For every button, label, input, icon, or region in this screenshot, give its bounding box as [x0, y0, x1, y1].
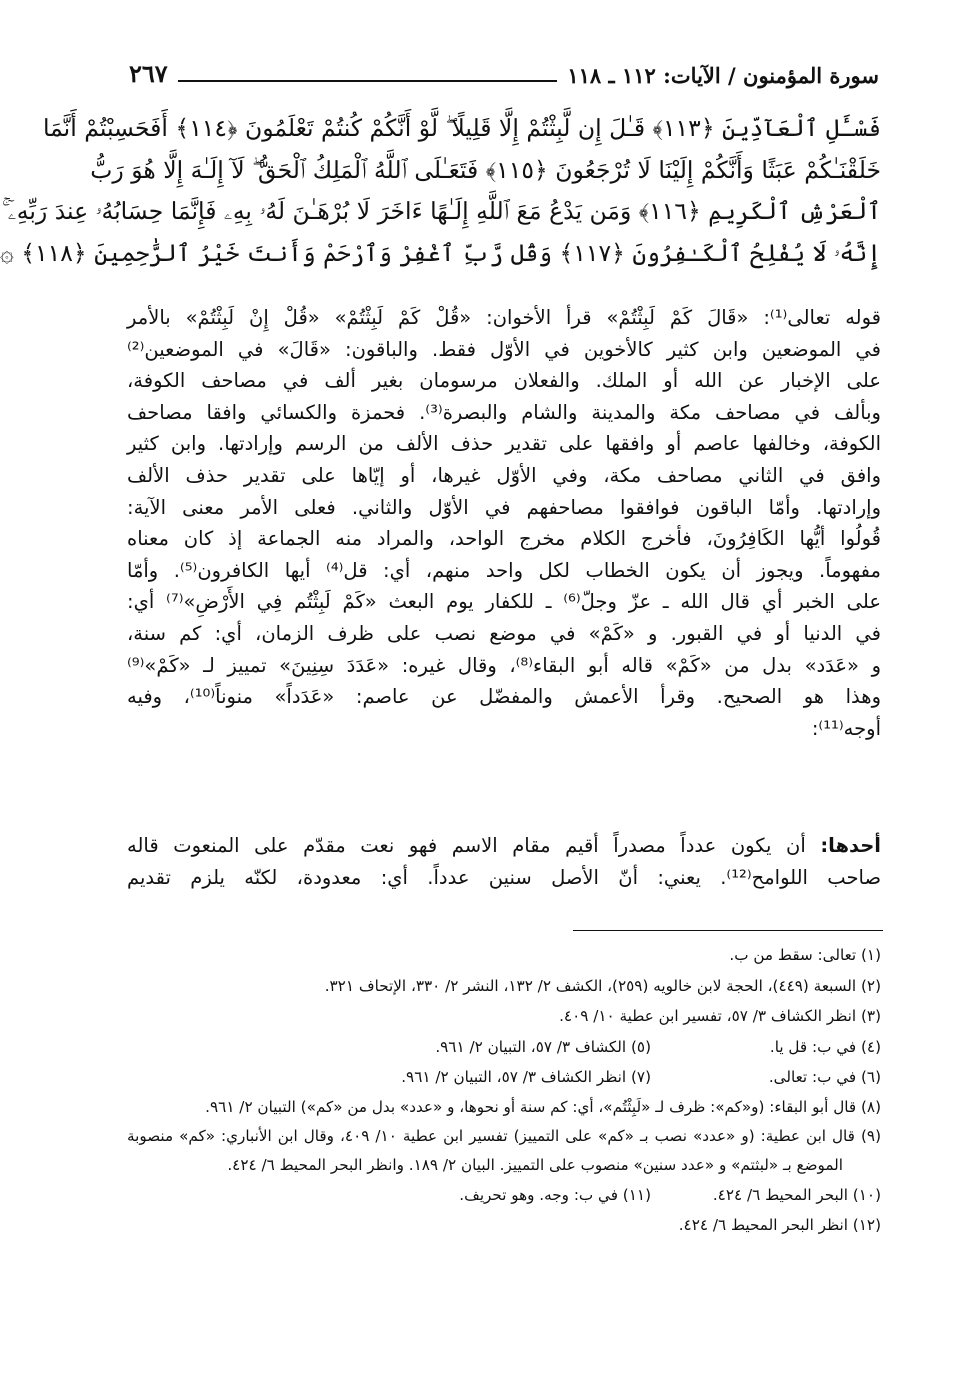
footnote: (٢) السبعة (٤٤٩)، الحجة لابن خالويه (٢٥٩)، الكشف ٢/ ١٣٢، النشر ٢/ ٣٣٠، الإتحاف ٣٢١.	[324, 976, 881, 995]
commentary-line: قُولُوا أيُّها الكَافِرُونَ، فأخرج الكلام مخرج الواحد، والمراد منه الجماعة إذ كان معناه	[127, 527, 881, 551]
commentary-line: قوله تعالى⁽¹⁾: «قَالَ كَمْ لَبِثْتُمْ» قرأ الأخوان: «قُلْ كَمْ لَبِثْتُمْ» «قُلْ إِنْ لَبِثْتُمْ» بالأمر	[127, 306, 881, 329]
header-rule	[178, 80, 558, 82]
commentary-line: مفهوماً. ويجوز أن يكون الخطاب لكل واحد منهم، أي: قل⁽⁴⁾ أيها الكافرون⁽⁵⁾. وأمّا	[127, 558, 881, 582]
footnote: (١١) في ب: وجه. وهو تحريف.	[459, 1185, 651, 1204]
quran-line: خَلَقْنَـٰكُمْ عَبَثًا وَأَنَّكُمْ إِلَيْنَا لَا تُرْجَعُونَ ﴿١١٥﴾ فَتَعَـٰلَى ٱللَّهُ ٱلْمَلِكُ ٱلْحَقُّ ۖ لَآ إِلَـٰهَ إِلَّا هُوَ رَبُّ	[90, 155, 881, 184]
quran-line: إِنَّهُۥ لَا يُفْلِحُ ٱلْكَـٰفِرُونَ ﴿١١٧﴾ وَقُل رَّبِّ ٱغْفِرْ وَٱرْحَمْ وَأَنتَ خَيْرُ ٱلرَّٰحِمِينَ ﴿١١٨﴾ ۞	[0, 238, 881, 267]
footnote: (١٢) انظر البحر المحيط ٦/ ٤٢٤.	[678, 1216, 881, 1234]
footnote: (٩) قال ابن عطية: (و «عدد» نصب بـ «كم» على التمييز) تفسير ابن عطية ١٠/ ٤٠٩، وقال ابن الأنباري: «كم» منصوبة الموضع بـ «لبثتم» و «عدد سنين» منصوب على التمييز. البيان ٢/ ١٨٩. وانظر البحر المحيط ٦/ ٤٢٤.	[127, 1126, 881, 1174]
paragraph-line	[127, 830, 881, 862]
commentary-line: في الدنيا أو في القبور. و «كَمْ» في موضع نصب على ظرف الزمان، أي: كم سنة،	[127, 621, 881, 645]
quran-line: فَسْـَٔلِ ٱلْعَآدِّينَ ﴿١١٣﴾ قَـٰلَ إِن لَّبِثْتُمْ إِلَّا قَلِيلًا ۖ لَّوْ أَنَّكُمْ كُنتُمْ تَعْلَمُونَ ﴿١١٤﴾ أَفَحَسِبْتُمْ أَنَّمَا	[42, 114, 881, 142]
footnote: (٦) في ب: تعالى.	[768, 1068, 881, 1086]
footnote-separator	[573, 930, 883, 931]
aspect-label: أحدها:	[820, 834, 881, 857]
commentary-line: وهذا هو الصحيح. وقرأ الأعمش والمفضّل عن عاصم: «عَدَداً» منوناً⁽¹⁰⁾، وفيه	[127, 685, 881, 709]
footnote: (٤) في ب: قل يا.	[769, 1037, 881, 1056]
commentary-line: وافق في الثاني مصاحف مكة، وفي الأوّل غيرها، أو إيّاها على تقدير حذف الألف	[127, 463, 881, 487]
page-header	[129, 52, 879, 86]
footnote: (١٠) البحر المحيط ٦/ ٤٢٤.	[712, 1185, 881, 1204]
commentary-line: على الخبر أي قال الله ـ عزّ وجلّ⁽⁶⁾ ـ للكفار يوم البعث «كَمْ لَبِثْتُم فِي الأَرْضِ»⁽⁷⁾ أي:	[127, 590, 881, 614]
commentary-line: و «عَدَد» بدل من «كَمْ» قاله أبو البقاء⁽⁸⁾، وقال غيره: «عَدَدَ سِنِينَ» تمييز لـ «كَمْ»⁽⁹⁾	[127, 653, 881, 677]
footnote-pair	[127, 1032, 881, 1063]
running-title: سورة المؤمنون / الآيات: ١١٢ ـ ١١٨	[567, 63, 879, 88]
footnote-pair	[127, 1062, 881, 1093]
footnote: (٣) انظر الكشاف ٣/ ٥٧، تفسير ابن عطية ١٠/ ٤٠٩.	[559, 1007, 881, 1025]
footnotes	[127, 940, 881, 1241]
footnote: (٥) الكشاف ٣/ ٥٧، التبيان ٢/ ٩٦١.	[435, 1037, 651, 1056]
footnote-pair	[127, 1180, 881, 1211]
quran-verses	[0, 108, 881, 274]
commentary-line: وإرادتها. وأمّا الباقون فوافقوا مصاحفهم في الأوّل والثاني. فعلى الأمر معنى الآية:	[127, 495, 881, 519]
footnote: (١) تعالى: سقط من ب.	[729, 946, 881, 964]
commentary-line: الكوفة، وخالفها عاصم أو وافقها على تقدير حذف الألف من الرسم وإرادتها. وابن كثير	[127, 432, 881, 456]
commentary-line: في الموضعين وابن كثير كالأخوين في الأوّل فقط. والباقون: «قَالَ» في الموضعين⁽²⁾	[127, 337, 881, 361]
paragraph-text: أن يكون عدداً مصدراً أقيم مقام الاسم فهو نعت مقدّم على المنعوت قاله	[127, 834, 806, 857]
commentary-line: على الإخبار عن الله أو الملك. والفعلان مرسومان بغير ألف في مصاحف الكوفة،	[127, 369, 881, 393]
first-aspect-paragraph	[127, 830, 881, 893]
paragraph-line: صاحب اللوامح⁽¹²⁾. يعني: أنّ الأصل سنين عدداً. أي: معدودة، لكنّه يلزم تقديم	[127, 865, 882, 889]
footnote: (٧) انظر الكشاف ٣/ ٥٧، التبيان ٢/ ٩٦١.	[401, 1068, 651, 1086]
quran-line: ٱلْعَرْشِ ٱلْكَرِيمِ ﴿١١٦﴾ وَمَن يَدْعُ مَعَ ٱللَّهِ إِلَـٰهًا ءَاخَرَ لَا بُرْهَـٰنَ لَهُۥ بِهِۦ فَإِنَّمَا حِسَابُهُۥ عِندَ رَبِّهِۦٓ ۚ	[1, 197, 881, 225]
commentary-text	[127, 302, 881, 744]
page-number: ٢٦٧	[129, 59, 168, 88]
commentary-line: وبألف في مصاحف مكة والمدينة والشام والبصرة⁽³⁾. فحمزة والكسائي وافقا مصاحف	[127, 400, 881, 424]
footnote: (٨) قال أبو البقاء: (و«كم»: ظرف لـ «لَبِثْتُم»، أي: كم سنة أو نحوها، و «عدد» بدل من «كم») التبيان ٢/ ٩٦١.	[205, 1097, 881, 1116]
commentary-line: أوجه⁽¹¹⁾:	[811, 716, 881, 740]
